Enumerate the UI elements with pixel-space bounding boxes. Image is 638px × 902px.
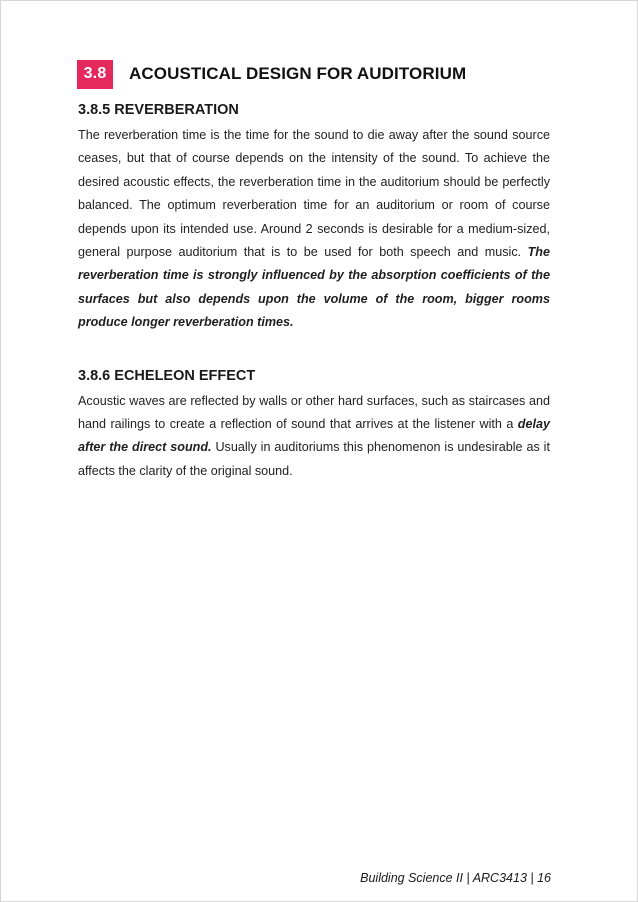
emphasized-text: delay after the direct sound. [78,417,550,455]
subsection-heading-echeleon: 3.8.6 ECHELEON EFFECT [78,367,256,384]
paragraph-text: Acoustic waves are reflected by walls or other hard surfaces, such as staircases and hand railings to create a reflection of sound that arrives at the listener with a [78,393,550,432]
paragraph-text: The reverberation time is the time for the sound to die away after the sound source ceases, but that of course depends on the intensity of the sound. To achieve the desired acoustic effects, the reverberation time in the auditorium should be perfectly balanced. The optimum reverberation time for an auditorium or room of course depends upon its intended use. Around 2 seconds is desirable for a medium-sized, general purpose auditorium that is to be used for both speech and music. [78,128,550,260]
section-title: ACOUSTICAL DESIGN FOR AUDITORIUM [129,64,467,83]
section-header [77,59,466,89]
paragraph-text: Usually in auditoriums this phenomenon is undesirable as it affects the clarity of the original sound. [78,440,550,478]
emphasized-text: The reverberation time is strongly influenced by the absorption coefficients of the surfaces but also depends upon the volume of the room, bigger rooms produce longer reverberation times. [78,245,550,330]
paragraph-echeleon [78,390,550,484]
subsection-heading-reverberation: 3.8.5 REVERBERATION [78,102,239,118]
page-footer: Building Science II | ARC3413 | 16 [360,871,551,885]
section-number-badge: 3.8 [77,60,113,89]
paragraph-reverberation [78,124,550,335]
page-content [78,99,550,483]
